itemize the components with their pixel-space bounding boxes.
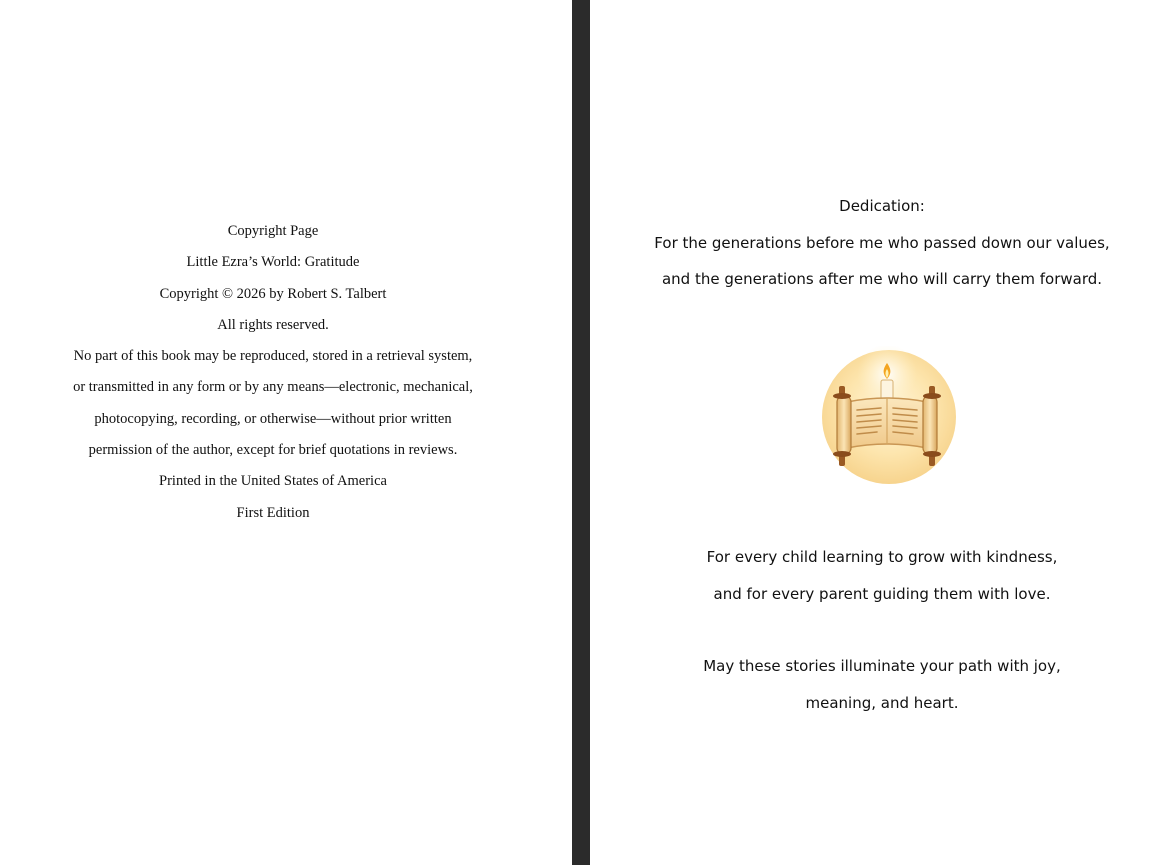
dedication-middle: [584, 545, 1160, 618]
rights-reserved: All rights reserved.: [217, 316, 329, 333]
copyright-text-block: [0, 219, 546, 532]
dedication-line: For every child learning to grow with kindness,: [706, 548, 1058, 566]
copyright-page-title: Copyright Page: [227, 223, 319, 239]
torah-scroll-candle-icon: [821, 346, 957, 488]
dedication-closing: [584, 654, 1160, 727]
book-title: Little Ezra’s World: Gratitude: [186, 254, 360, 271]
copyright-notice: Copyright © 2026 by Robert S. Talbert: [159, 285, 387, 302]
legal-text-line: No part of this book may be reproduced, stored in a retrieval system,: [73, 348, 473, 365]
dedication-heading: Dedication:: [839, 197, 925, 215]
dedication-line: meaning, and heart.: [805, 693, 959, 712]
dedication-intro: [584, 194, 1160, 304]
printed-in: Printed in the United States of America: [159, 473, 387, 490]
dedication-line: and for every parent guiding them with love.: [713, 584, 1051, 603]
legal-text-line: or transmitted in any form or by any means—electronic, mechanical,: [73, 379, 473, 396]
dedication-line: For the generations before me who passed down our values,: [654, 233, 1110, 252]
dedication-page: [590, 0, 1160, 865]
copyright-page: [0, 0, 572, 865]
legal-text-line: permission of the author, except for brief quotations in reviews.: [88, 442, 458, 459]
page-gutter: [572, 0, 590, 865]
dedication-line: May these stories illuminate your path with joy,: [703, 657, 1061, 675]
edition: First Edition: [236, 504, 310, 521]
legal-text-line: photocopying, recording, or otherwise—without prior written: [94, 410, 452, 427]
dedication-line: and the generations after me who will carry them forward.: [661, 270, 1103, 288]
